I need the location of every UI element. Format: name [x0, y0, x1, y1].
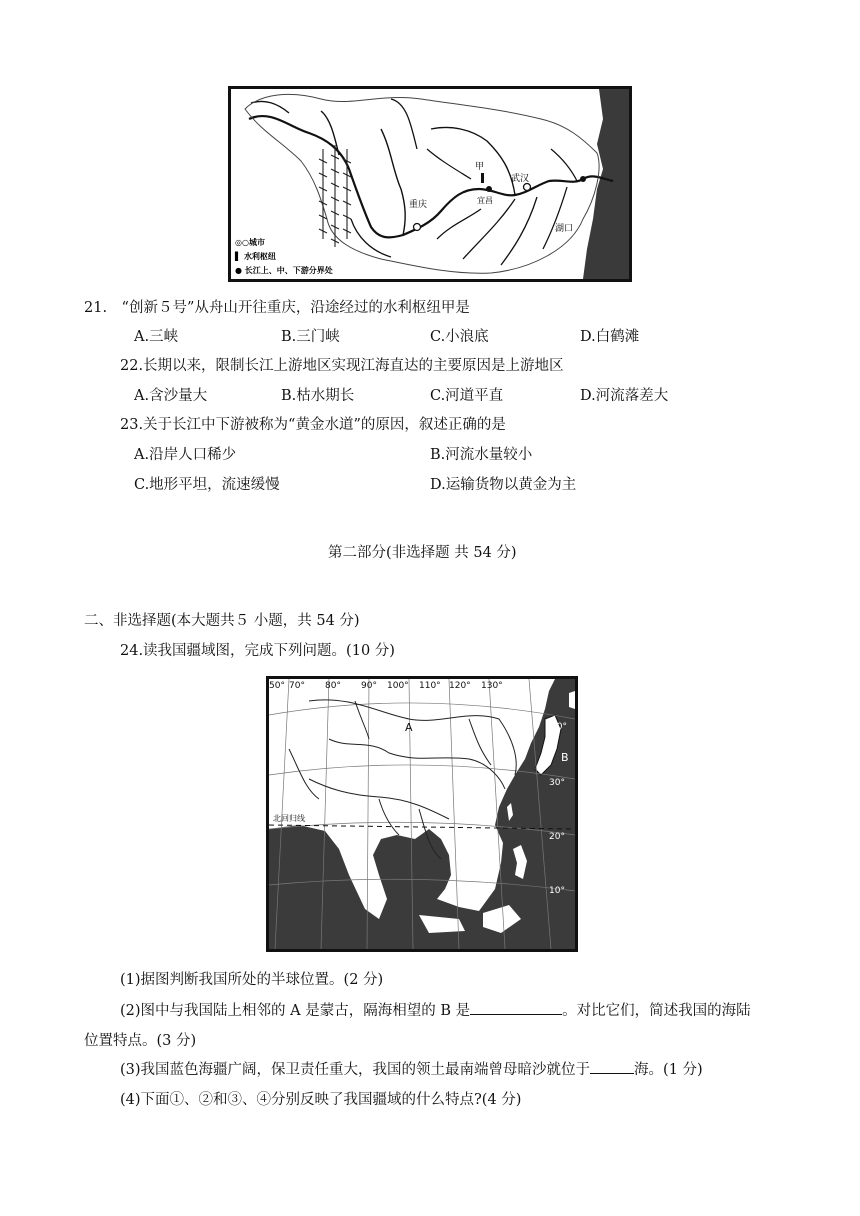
q23-option-b[interactable]: B.河流水量较小: [430, 447, 533, 463]
river-branch: [391, 99, 417, 149]
q24-sub3-text-b: 海。(1 分): [634, 1062, 703, 1078]
svg-text:50°: 50°: [269, 681, 285, 691]
hainan-island: [465, 853, 475, 863]
q24-sub3-text-a: (3)我国蓝色海疆广阔，保卫责任重大，我国的领土最南端曾母暗沙就位于: [120, 1062, 591, 1078]
dam-label-yichang: 宜昌: [477, 196, 493, 205]
yangtze-map-svg: [231, 89, 629, 279]
question-22-stem: 22.长期以来，限制长江上游地区实现江海直达的主要原因是上游地区: [120, 358, 564, 374]
q24-sub4: (4)下面①、②和③、④分别反映了我国疆域的什么特点?(4 分): [120, 1092, 522, 1108]
svg-text:120°: 120°: [449, 681, 471, 691]
svg-text:30°: 30°: [549, 778, 565, 788]
city-label-wuhan: 武汉: [511, 174, 530, 184]
hengduan-mountains: [319, 145, 351, 247]
question-21-stem: 21. “创新５号”从舟山开往重庆，沿途经过的水利枢纽甲是: [84, 300, 470, 316]
boundary-marker: [486, 186, 492, 192]
river-branch: [543, 187, 567, 249]
q24-sub2-text-b: 。对比它们，简述我国的海陆: [562, 1003, 751, 1019]
q22-option-a[interactable]: A.含沙量大: [134, 388, 208, 404]
question-23-stem: 23.关于长江中下游被称为“黄金水道”的原因，叙述正确的是: [120, 417, 506, 433]
q21-option-a[interactable]: A.三峡: [134, 329, 179, 345]
longitude-labels: [269, 681, 503, 691]
q22-option-b[interactable]: B.枯水期长: [281, 388, 355, 404]
basin-outline: [245, 94, 599, 273]
yangtze-main-stream: [249, 116, 613, 237]
legend-boundary: ● 长江上、中、下游分界处: [235, 266, 333, 275]
q23-option-a[interactable]: A.沿岸人口稀少: [134, 447, 237, 463]
question-24-stem: 24.读我国疆域图，完成下列问题。(10 分): [120, 643, 395, 659]
city-marker: [414, 224, 421, 231]
svg-text:40°: 40°: [551, 722, 567, 732]
q21-option-d[interactable]: D.白鹤滩: [580, 329, 640, 345]
q24-sub2-line2: 位置特点。(3 分): [84, 1033, 197, 1049]
legend-dam: ▌ 水利枢纽: [235, 252, 276, 261]
city-label-hukou: 湖口: [555, 224, 574, 234]
svg-text:130°: 130°: [481, 681, 503, 691]
map-label-b: B: [561, 751, 569, 764]
q24-sub3-answer-blank[interactable]: [590, 1059, 634, 1074]
river-branch: [501, 197, 537, 265]
svg-text:100°: 100°: [387, 681, 409, 691]
river-branch: [463, 199, 515, 259]
svg-text:110°: 110°: [419, 681, 441, 691]
china-territory-map: [266, 676, 578, 952]
svg-text:90°: 90°: [361, 681, 377, 691]
svg-text:20°: 20°: [549, 832, 565, 842]
q24-sub2-line1: [120, 999, 751, 1020]
sea-area: [269, 679, 575, 949]
q24-sub2-text-a: (2)图中与我国陆上相邻的 A 是蒙古，隔海相望的 B 是: [120, 1003, 471, 1019]
japan-islands: [569, 691, 575, 709]
q24-sub3: [120, 1058, 703, 1079]
svg-text:10°: 10°: [549, 886, 565, 896]
q23-option-d[interactable]: D.运输货物以黄金为主: [430, 477, 577, 493]
river-branch: [427, 149, 471, 179]
river-branch: [437, 209, 481, 239]
svg-text:80°: 80°: [325, 681, 341, 691]
q21-option-c[interactable]: C.小浪底: [430, 329, 489, 345]
q23-option-c[interactable]: C.地形平坦，流速缓慢: [134, 477, 280, 493]
marker-label-jia: 甲: [475, 162, 485, 172]
map-label-a: A: [405, 721, 413, 734]
boundary-marker: [580, 176, 586, 182]
city-label-chongqing: 重庆: [409, 200, 428, 210]
part-two-title: 第二部分(非选择题 共 54 分): [328, 545, 517, 561]
q21-option-b[interactable]: B.三门峡: [281, 329, 340, 345]
china-map-svg: [269, 679, 575, 949]
tropic-label: 北回归线: [273, 814, 305, 823]
q22-option-c[interactable]: C.河道平直: [430, 388, 504, 404]
river-branch: [551, 149, 577, 181]
legend-city: ◎○城市: [235, 238, 265, 247]
city-marker: [524, 184, 531, 191]
q22-option-d[interactable]: D.河流落差大: [580, 388, 669, 404]
q24-sub2-answer-blank[interactable]: [470, 1000, 562, 1015]
q24-sub1: (1)据图判断我国所处的半球位置。(2 分): [120, 972, 384, 988]
yangtze-river-map: [228, 86, 632, 282]
east-sea: [583, 89, 629, 279]
dam-marker: [481, 173, 484, 183]
svg-text:70°: 70°: [289, 681, 305, 691]
river-branch: [251, 101, 289, 113]
river-branch: [381, 129, 405, 235]
section-title: 二、非选择题(本大题共５ 小题，共 54 分): [84, 613, 360, 629]
